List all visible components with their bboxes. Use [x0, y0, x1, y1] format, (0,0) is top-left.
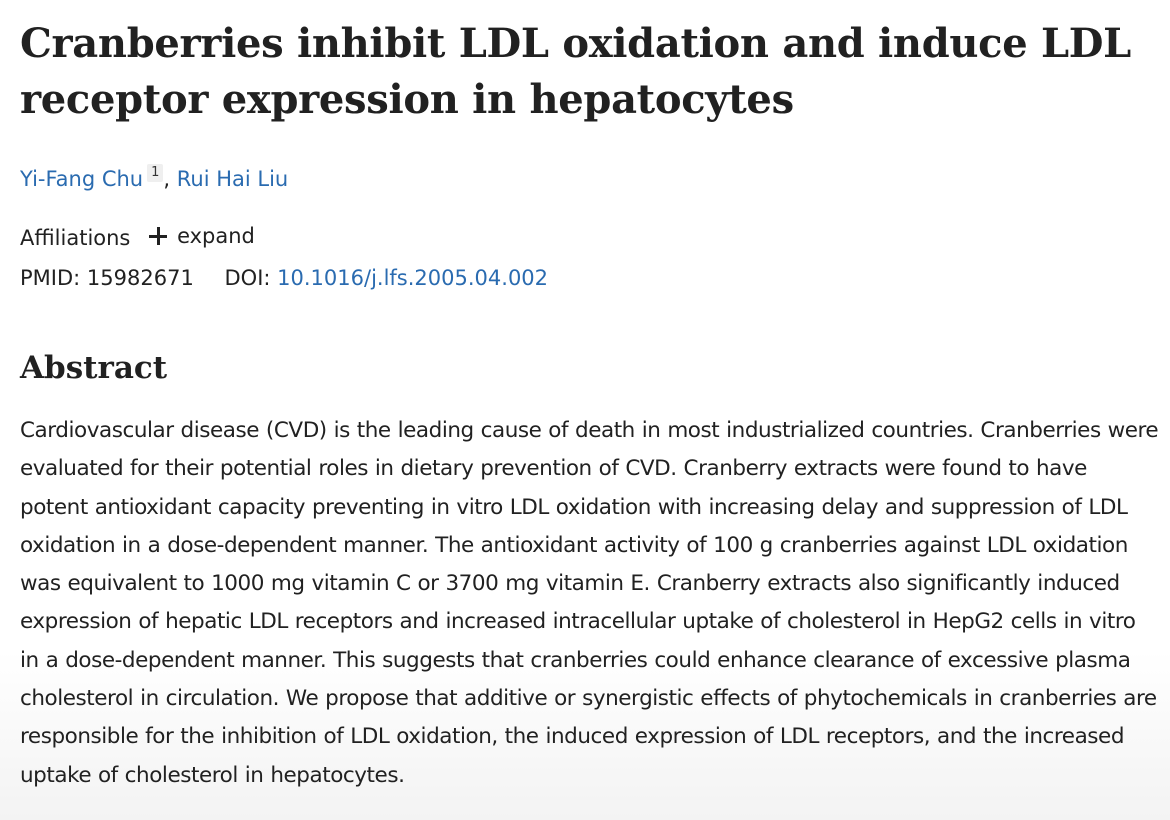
pmid-label: PMID: [20, 266, 81, 290]
plus-icon [149, 227, 167, 245]
author-list [20, 163, 288, 195]
expand-label: expand [177, 224, 255, 248]
author-separator: , [163, 167, 177, 191]
doi-label: DOI: [224, 266, 271, 290]
abstract-heading: Abstract [20, 350, 168, 386]
abstract-text: Cardiovascular disease (CVD) is the leading cause of death in most industrialized countries. Cranberries were evaluated for their potential roles in dietary prevention of CVD. Cranberry extracts were found to have potent antioxidant capacity preventing in vitro LDL oxidation with increasing delay and suppression of LDL oxidation in a dose-dependent manner. The antioxidant activity of 100 g cranberries against LDL oxidation was equivalent to 1000 mg vitamin C or 3700 mg vitamin E. Cranberry extracts also significantly induced expression of hepatic LDL receptors and increased intracellular uptake of cholesterol in HepG2 cells in vitro in a dose-dependent manner. This suggests that cranberries could enhance clearance of excessive plasma cholesterol in circulation. We propose that additive or synergistic effects of phytochemicals in cranberries are responsible for the inhibition of LDL oxidation, the induced expression of LDL receptors, and the increased uptake of cholesterol in hepatocytes. [20, 418, 1159, 788]
author-link-rui-hai-liu[interactable]: Rui Hai Liu [176, 167, 289, 191]
affiliations-row [20, 220, 255, 254]
pmid-value: 15982671 [86, 266, 194, 290]
expand-affiliations-button[interactable] [149, 220, 255, 252]
identifiers-row [20, 262, 548, 294]
affiliations-label: Affiliations [20, 226, 131, 250]
affiliation-ref-badge[interactable]: 1 [147, 164, 163, 182]
article-title: Cranberries inhibit LDL oxidation and induce LDL receptor expression in hepatocytes [20, 20, 1132, 123]
doi-link[interactable]: 10.1016/j.lfs.2005.04.002 [277, 266, 549, 290]
author-link-yi-fang-chu[interactable]: Yi-Fang Chu [20, 167, 144, 191]
